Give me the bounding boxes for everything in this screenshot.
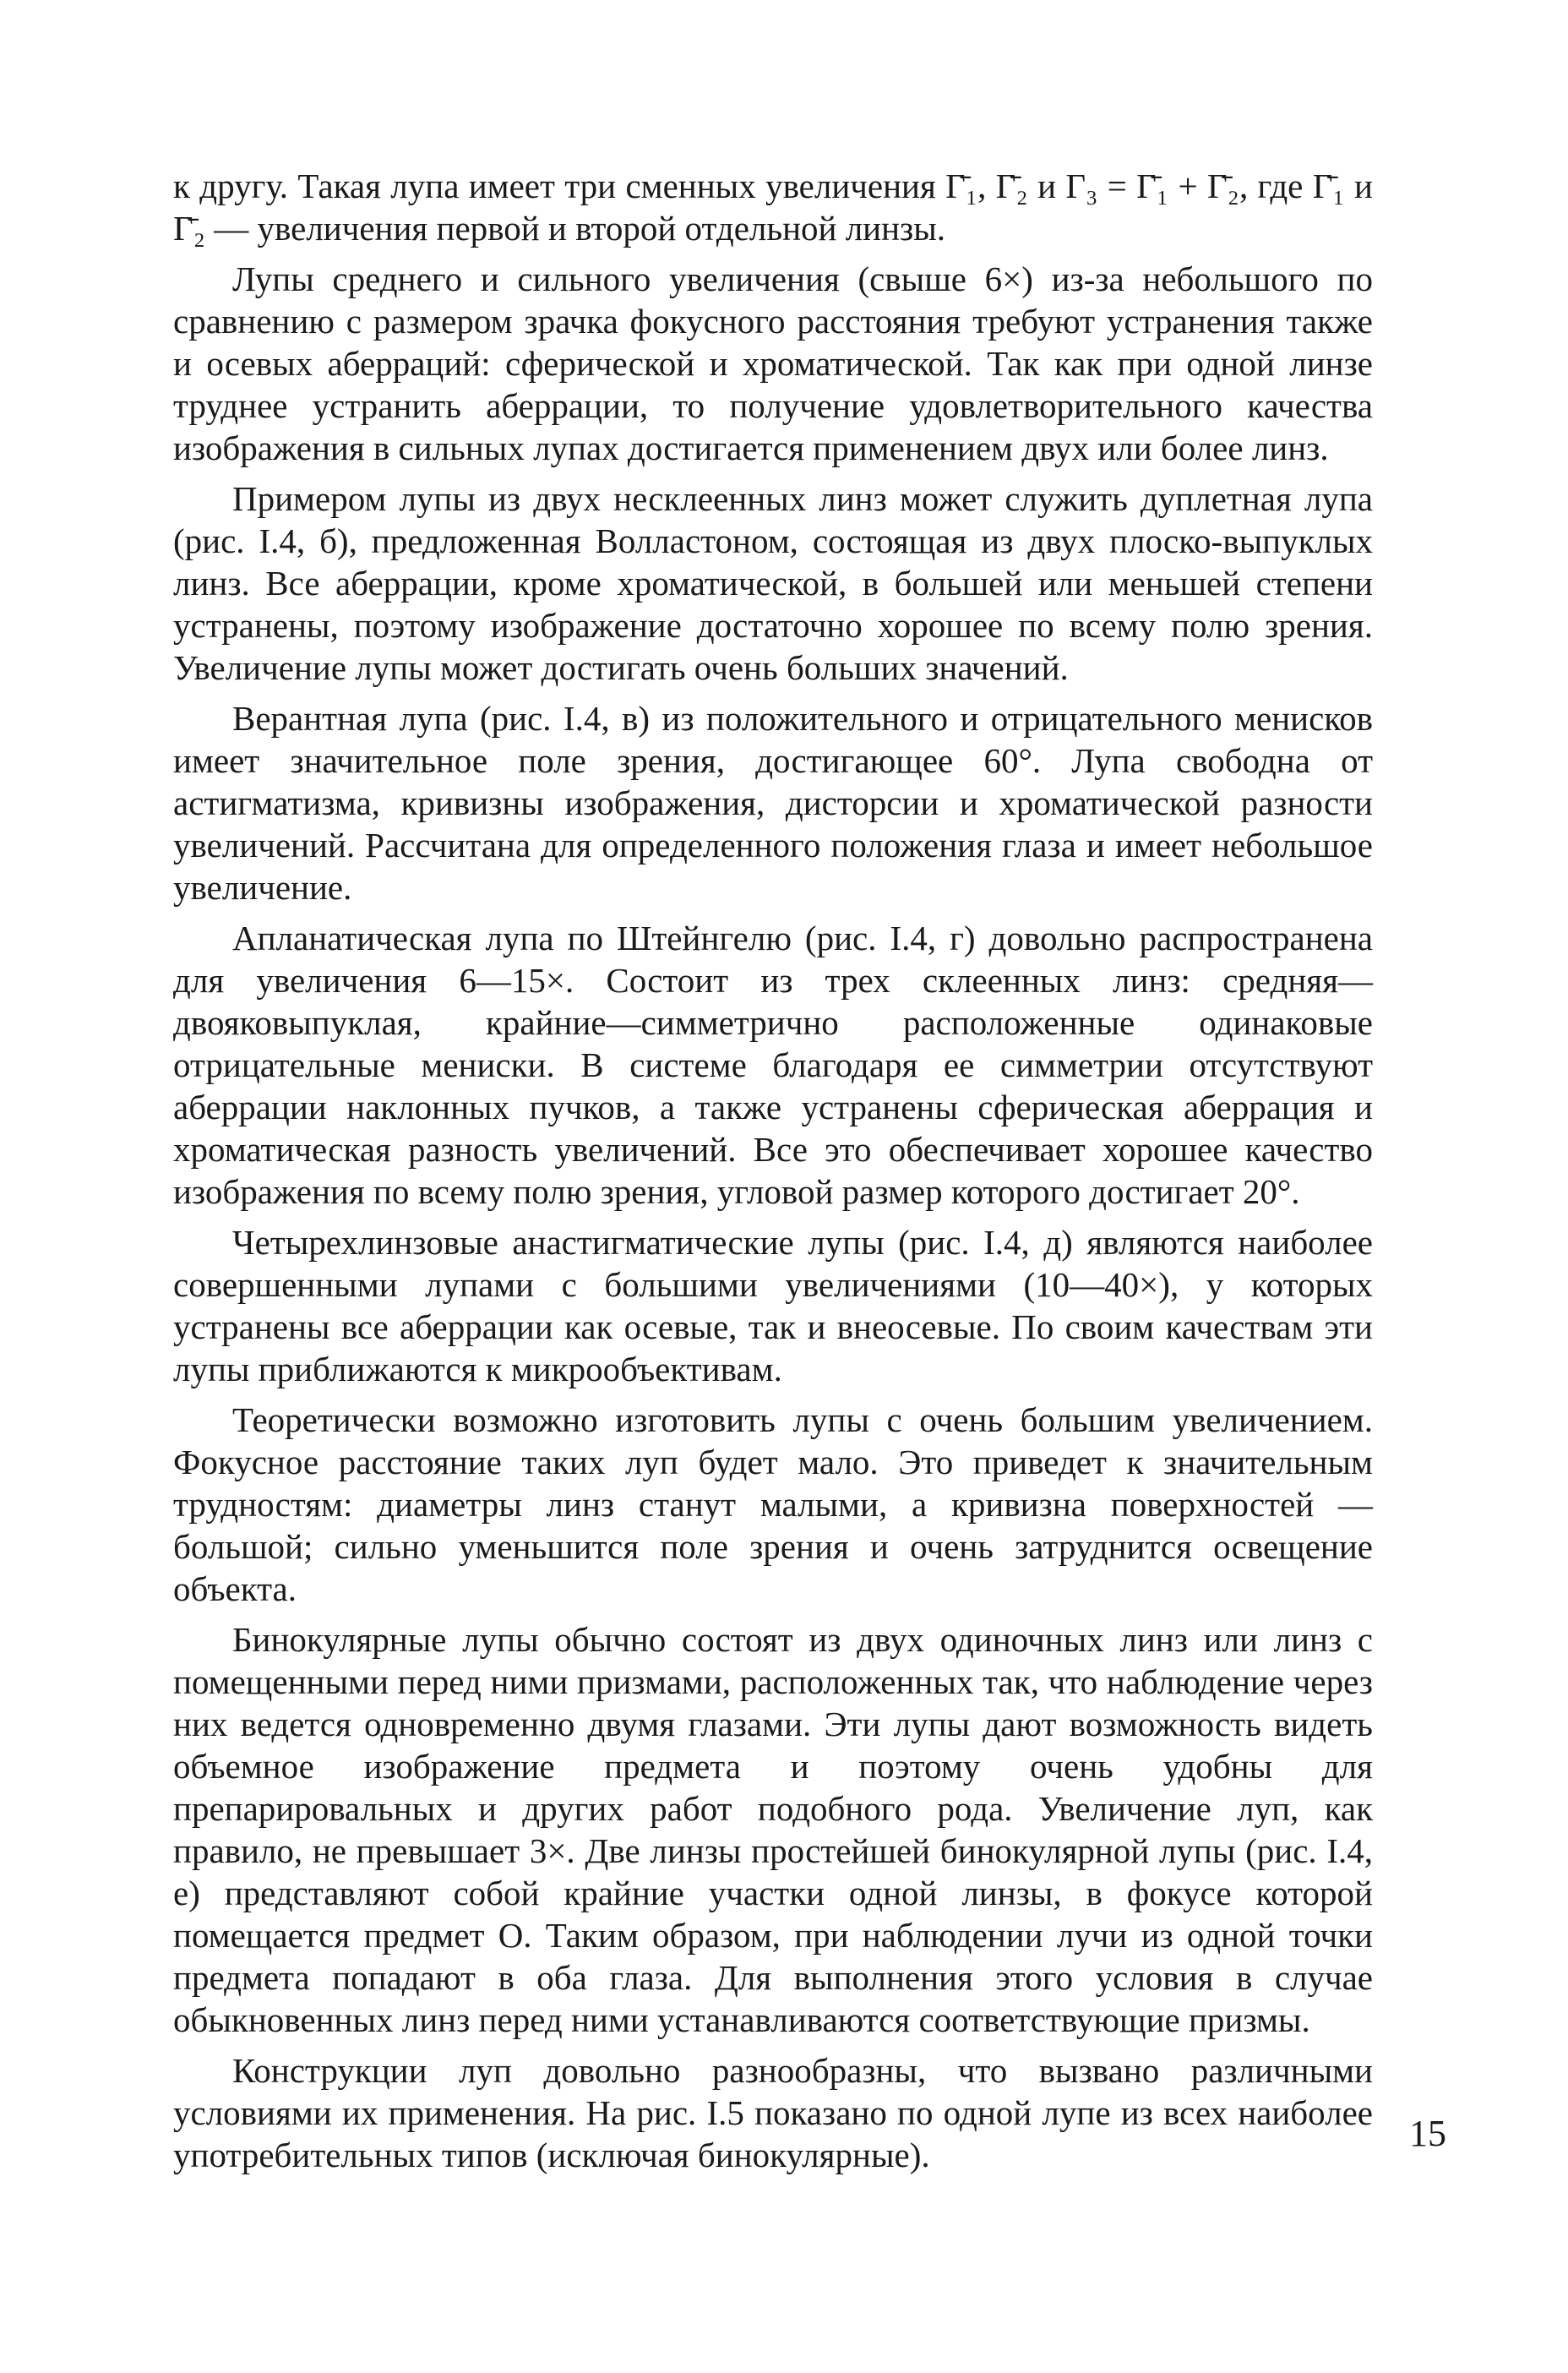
paragraph-6: Четырехлинзовые анастигматические лупы (рис. I.4, д) являются наиболее совершенными лупами с большими увеличениями (10—40×), у которых устранены все аберрации как осевые, так и внеосевые. По своим качествам эти лупы приближаются к микрообъективам.	[173, 1223, 1373, 1388]
paragraph-4: Верантная лупа (рис. I.4, в) из положительного и отрицательного менисков имеет значительное поле зрения, достигающее 60°. Лупа свободна от астигматизма, кривизны изображения, дисторсии и хроматической разности увеличений. Рассчитана для определенного положения глаза и имеет небольшое увеличение.	[173, 699, 1373, 907]
paragraph-8: Бинокулярные лупы обычно состоят из двух одиночных линз или линз с помещенными перед ними призмами, расположенных так, что наблюдение через них ведется одновременно двумя глазами. Эти лупы дают возможность видеть объемное изображение предмета и поэтому очень удобны для препарировальных и других работ подобного рода. Увеличение луп, как правило, не превышает 3×. Две линзы простейшей бинокулярной лупы (рис. I.4, е) представляют собой крайние участки одной линзы, в фокусе которой помещается предмет O. Таким образом, при наблюдении лучи из одной точки предмета попадают в оба глаза. Для выполнения этого условия в случае обыкновенных линз перед ними устанавливаются соответствующие призмы.	[173, 1620, 1373, 2039]
page-number: 15	[1409, 2113, 1446, 2154]
paragraph-2: Лупы среднего и сильного увеличения (свыше 6×) из-за небольшого по сравнению с размером зрачка фокусного расстояния требуют устранения также и осевых аберраций: сферической и хроматической. Так как при одной линзе труднее устранить аберрации, то получение удовлетворительного качества изображения в сильных лупах достигается применением двух или более линз.	[173, 259, 1373, 467]
paragraph-1: к другу. Такая лупа имеет три сменных увеличения Γ̄₁, Γ̄₂ и Γ₃ = Γ̄₁ + Γ̄₂, где Γ̄₁ и Γ̄₂ — увеличения первой и второй отдельной линзы.	[173, 166, 1373, 248]
paragraph-7: Теоретически возможно изготовить лупы с очень большим увеличением. Фокусное расстояние таких луп будет мало. Это приведет к значительным трудностям: диаметры линз станут малыми, а кривизна поверхностей — большой; сильно уменьшится поле зрения и очень затруднится освещение объекта.	[173, 1400, 1373, 1608]
body-text	[173, 165, 1373, 2185]
paragraph-3: Примером лупы из двух несклеенных линз может служить дуплетная лупа (рис. I.4, б), предложенная Волластоном, состоящая из двух плоско-выпуклых линз. Все аберрации, кроме хроматической, в большей или меньшей степени устранены, поэтому изображение достаточно хорошее по всему полю зрения. Увеличение лупы может достигать очень больших значений.	[173, 479, 1373, 687]
paragraph-5: Апланатическая лупа по Штейнгелю (рис. I.4, г) довольно распространена для увеличения 6—15×. Состоит из трех склеенных линз: средняя—двояковыпуклая, крайние—симметрично расположенные одинаковые отрицательные мениски. В системе благодаря ее симметрии отсутствуют аберрации наклонных пучков, а также устранены сферическая аберрация и хроматическая разность увеличений. Все это обеспечивает хорошее качество изображения по всему полю зрения, угловой размер которого достигает 20°.	[173, 919, 1373, 1211]
paragraph-9: Конструкции луп довольно разнообразны, что вызвано различными условиями их применения. На рис. I.5 показано по одной лупе из всех наиболее употребительных типов (исключая бинокулярные).	[173, 2051, 1373, 2174]
